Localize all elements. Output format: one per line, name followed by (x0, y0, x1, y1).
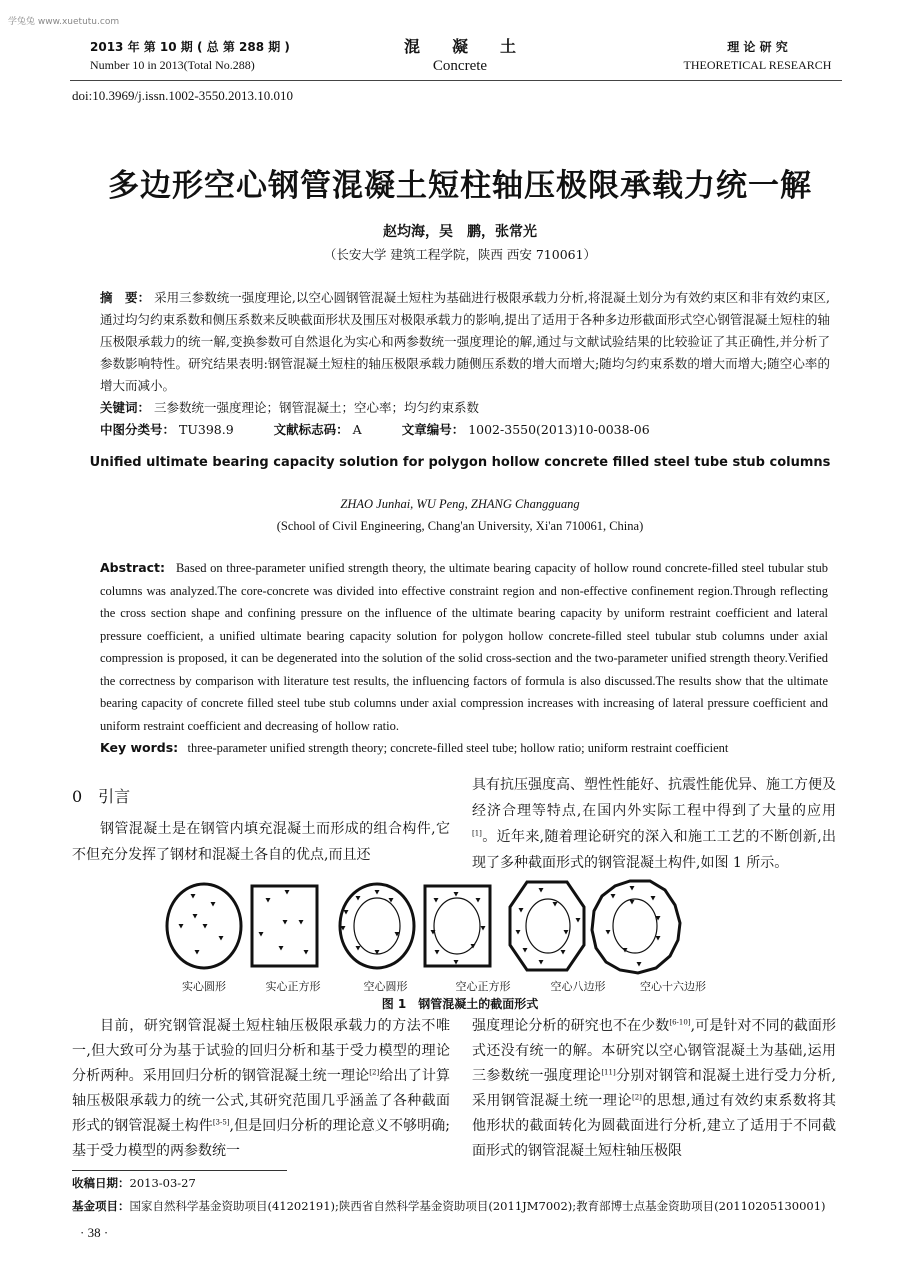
citation: [1] (472, 829, 482, 838)
title-en: Unified ultimate bearing capacity solution for polygon hollow concrete filled steel tube stub columns (89, 455, 831, 470)
fund-label: 基金项目： (72, 1199, 130, 1213)
text: 。近年来,随着理论研究的深入和施工工艺的不断创新,出现了多种截面形式的钢管混凝土构件,如图 1 所示。 (472, 829, 836, 871)
fund-info (72, 1198, 826, 1214)
body-left-1: 钢管混凝土是在钢管内填充混凝土而形成的组合构件,它不但充分发挥了钢材和混凝土各自的优点,而且还 (72, 821, 450, 863)
section-heading: 0 引言 (72, 787, 131, 806)
aggregate-mark-icon (434, 898, 439, 903)
aggregate-mark-icon (553, 902, 558, 907)
citation: [6-10] (669, 1018, 691, 1027)
section-en: THEORETICAL RESEARCH (683, 58, 832, 72)
aggregate-mark-icon (266, 898, 271, 903)
section-cn: 理 论 研 究 (727, 40, 788, 54)
journal-cn: 混 凝 土 (403, 37, 516, 56)
aggregate-mark-icon (539, 888, 544, 893)
received-date (72, 1175, 196, 1191)
citation: [3-5] (212, 1118, 230, 1127)
keywords-cn-text: 三参数统一强度理论；钢管混凝土；空心率；均匀约束系数 (154, 400, 480, 415)
abstract-en (100, 557, 828, 760)
text: 具有抗压强度高、塑性性能好、抗震性能优异、施工方便及经济合理等特点,在国内外实际工程中得到了大量的应用 (472, 777, 836, 819)
figure-1-sections (160, 878, 780, 976)
aggregate-mark-icon (606, 930, 611, 935)
text: ,可是针对不同的截面形式还没有统一的解。本研究以空心钢管混凝土为基础,运用三参数统一强度理论 (472, 1018, 837, 1084)
citation: [11] (601, 1068, 616, 1077)
abstract-cn-label: 摘 要： (100, 290, 151, 305)
abstract-cn (100, 287, 830, 441)
aggregate-mark-icon (656, 936, 661, 941)
text: ,但是回归分析的理论意义不够明确;基于受力模型的两参数统一 (72, 1118, 451, 1159)
aggregate-mark-icon (375, 890, 380, 895)
doi: doi:10.3969/j.issn.1002-3550.2013.10.010 (72, 88, 294, 103)
aggregate-mark-icon (356, 896, 361, 901)
authors-en: ZHAO Junhai, WU Peng, ZHANG Changguang (340, 497, 580, 511)
issue-en: Number 10 in 2013(Total No.288) (90, 58, 255, 72)
aggregate-mark-icon (299, 920, 304, 925)
aggregate-mark-icon (519, 908, 524, 913)
figure-labels (160, 978, 780, 994)
clc-label: 中图分类号： (100, 422, 176, 437)
affiliation-en: (School of Civil Engineering, Chang'an University, Xi'an 710061, China) (276, 519, 644, 533)
keywords-en-text: three-parameter unified strength theory; concrete-filled steel tube; hollow ratio; uniform restraint coefficient (187, 741, 729, 755)
aggregate-mark-icon (576, 918, 581, 923)
figure-caption: 图 1 钢管混凝土的截面形式 (381, 997, 539, 1011)
aggregate-mark-icon (561, 950, 566, 955)
fund-value: 国家自然科学基金资助项目(41202191);陕西省自然科学基金资助项目(2011JM7002);教育部博士点基金资助项目(20110205130001) (129, 1199, 826, 1213)
aggregate-mark-icon (623, 948, 628, 953)
hollow-hexadecagon-outer (592, 881, 680, 973)
keywords-cn-label: 关键词： (100, 400, 151, 415)
aggregate-mark-icon (454, 892, 459, 897)
authors-cn: 赵均海，吴 鹏，张常光 (383, 224, 537, 240)
aggregate-mark-icon (564, 930, 569, 935)
received-label: 收稿日期： (72, 1176, 130, 1190)
aggregate-mark-icon (611, 894, 616, 899)
article-id-value: 1002-3550(2013)10-0038-06 (468, 422, 650, 437)
aggregate-mark-icon (203, 924, 208, 929)
body-right-2 (472, 1014, 836, 1164)
aggregate-mark-icon (539, 960, 544, 965)
keywords-en-label: Key words: (100, 740, 179, 755)
aggregate-mark-icon (179, 924, 184, 929)
aggregate-mark-icon (304, 950, 309, 955)
aggregate-mark-icon (476, 898, 481, 903)
doc-code-value: A (352, 422, 362, 437)
figure-label: 空心十六边形 (640, 980, 706, 993)
body-left-2 (72, 1014, 450, 1164)
figure-label: 实心圆形 (182, 980, 226, 993)
aggregate-mark-icon (637, 962, 642, 967)
aggregate-mark-icon (219, 936, 224, 941)
abstract-en-text: Based on three-parameter unified strength theory, the ultimate bearing capacity of hollow round concrete-filled steel tubular stub columns was analyzed.The core-concrete was divided into effective constraint region and non-effective confinement region.Through reflecting the cross section shape and confining pressure on the influence of the ultimate bearing capacity by uniform restraint coefficient and lateral pressure coefficient, a unified ultimate bearing capacity solution for polygon hollow concrete-filled steel tubular stub columns under axial compression is proposed, it can be degenerated into the solution of the solid cross-section and the two-parameter unified strength theory.Verified the correctness by comparison with literature test results, the influencing factors of formula is also discussed.The results show that the ultimate bearing capacity of concrete filled steel tube stub columns under axial compression increases with increasing of lateral pressure coefficient and uniform restraint coefficient and decreasing of hollow ratio. (100, 561, 829, 733)
received-value: 2013-03-27 (129, 1176, 196, 1190)
aggregate-mark-icon (259, 932, 264, 937)
aggregate-mark-icon (283, 920, 288, 925)
aggregate-mark-icon (193, 914, 198, 919)
solid-square-section (252, 886, 317, 966)
clc-value: TU398.9 (179, 422, 234, 437)
body-right-1 (472, 772, 836, 876)
affiliation-cn: （长安大学 建筑工程学院，陕西 西安 710061） (323, 247, 597, 262)
hollow-circle-outer (340, 884, 414, 968)
aggregate-mark-icon (356, 946, 361, 951)
hollow-hexadecagon-inner (613, 899, 657, 953)
footnote-rule (72, 1170, 287, 1171)
aggregate-mark-icon (630, 886, 635, 891)
aggregate-mark-icon (481, 926, 486, 931)
text: 强度理论分析的研究也不在少数 (472, 1018, 670, 1034)
figure-label: 空心八边形 (550, 980, 606, 993)
text: 分别对钢管和混凝土进行受力分析,采用钢管混凝土统一理论 (472, 1068, 837, 1109)
page-title: 多边形空心钢管混凝土短柱轴压极限承载力统一解 (108, 168, 812, 204)
issue-cn: 2013 年 第 10 期 ( 总 第 288 期 ) (90, 40, 290, 54)
text: 目前，研究钢管混凝土短柱轴压极限承载力的方法不唯一,但大致可分为基于试验的回归分析和基于受力模型的理论分析两种。采用回归分析的钢管混凝土统一理论 (72, 1018, 450, 1084)
aggregate-mark-icon (344, 910, 349, 915)
aggregate-mark-icon (211, 902, 216, 907)
figure-label: 空心圆形 (363, 980, 408, 993)
text: 给出了计算轴压极限承载力的统一公式,其研究范围几乎涵盖了各种截面形式的钢管混凝土构件 (72, 1068, 451, 1134)
aggregate-mark-icon (630, 900, 635, 905)
aggregate-mark-icon (279, 946, 284, 951)
aggregate-mark-icon (516, 930, 521, 935)
figure-label: 实心正方形 (265, 980, 321, 993)
citation: [2] (369, 1068, 380, 1077)
figure-label: 空心正方形 (455, 980, 511, 993)
abstract-en-label: Abstract: (100, 560, 166, 575)
text: 的思想,通过有效约束系数将其他形状的截面转化为圆截面进行分析,建立了适用于不同截面形式的钢管混凝土短柱轴压极限 (472, 1093, 837, 1159)
aggregate-mark-icon (651, 896, 656, 901)
page-number: · 38 · (80, 1225, 109, 1240)
citation: [2] (632, 1093, 642, 1102)
hollow-octagon-outer (510, 882, 584, 970)
aggregate-mark-icon (435, 950, 440, 955)
header-rule (70, 80, 842, 81)
hollow-circle-inner (354, 898, 400, 954)
aggregate-mark-icon (285, 890, 290, 895)
journal-en: Concrete (432, 58, 488, 74)
aggregate-mark-icon (523, 948, 528, 953)
doc-code-label: 文献标志码： (273, 422, 349, 437)
hollow-octagon-inner (526, 899, 570, 953)
abstract-cn-text: 采用三参数统一强度理论,以空心圆钢管混凝土短柱为基础进行极限承载力分析,将混凝土划分为有效约束区和非有效约束区,通过均匀约束系数和侧压系数来反映截面形状及围压对极限承载力的影响,提出了适用于各种多边形截面形式空心钢管混凝土短柱的轴压极限承载力的统一解,变换参数可自然退化为实心和两参数统一强度理论的解,通过与文献试验结果的比较验证了其正确性,并分析了参数影响特性。研究结果表明:钢管混凝土短柱的轴压极限承载力随侧压系数的增大而增大;随均匀约束系数的增大而增大;随空心率的增大而减小。 (100, 290, 830, 393)
aggregate-mark-icon (195, 950, 200, 955)
watermark: 学兔兔 www.xuetutu.com (8, 17, 120, 27)
aggregate-mark-icon (454, 960, 459, 965)
article-id-label: 文章编号： (401, 422, 465, 437)
aggregate-mark-icon (191, 894, 196, 899)
